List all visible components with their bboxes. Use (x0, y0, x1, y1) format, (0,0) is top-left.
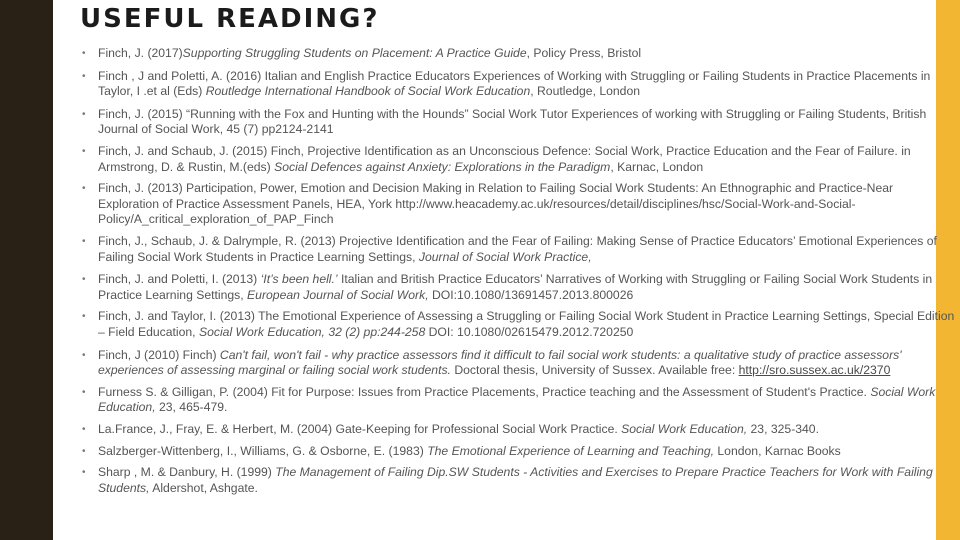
reference-item (80, 272, 956, 303)
reference-text: Finch, J., Schaub, J. & Dalrymple, R. (2013) Projective Identification and the Fear of Failing: Making Sense of Practice Educators’ Emotional Experiences of Failing Social Work Students in Practice Learning Settings, (98, 233, 937, 264)
reference-item (80, 309, 956, 340)
reference-text: Finch, J. and Taylor, I. (2013) The Emotional Experience of Assessing a Struggling or Failing Social Work Student in Practice Learning Settings, Special Edition – Field Education, (98, 309, 955, 339)
reference-text: Furness S. & Gilligan, P. (2004) Fit for Purpose: Issues from Practice Placements, Practice teaching and the Assessment of Student's Practice. (98, 384, 871, 399)
reference-item (80, 181, 956, 228)
reference-text: Finch, J. and Poletti, I. (2013) (98, 272, 261, 287)
reference-item (80, 69, 956, 100)
reference-italic-text: The Management of Failing Dip.SW Students - Activities and Exercises to Prepare Practice Teachers for Work with Failing Students, (98, 465, 933, 495)
reference-item (80, 465, 956, 496)
reference-italic-text: Supporting Struggling Students on Placement: A Practice Guide (182, 46, 527, 60)
reference-text: Finch, J. (2015) “Running with the Fox and Hunting with the Hounds” Social Work Tutor Experiences of working with Struggling or Failing Students, British Journal of Social Work, 45 (7) pp2124-2141 (98, 106, 927, 137)
reference-item (80, 348, 956, 379)
reference-item (80, 46, 956, 62)
reference-text: Finch, J (2010) Finch) (98, 347, 220, 362)
reference-text: Sharp , M. & Danbury, H. (1999) (98, 465, 276, 480)
reference-text: Italian and British Practice Educators’ Narratives of Working with Struggling or Failing Social Work Students in Practice Learning Settings, (98, 272, 933, 302)
reference-italic-text: Social Work Education, 32 (2) pp:244-258 (198, 324, 426, 339)
reference-text: , Karnac, London (610, 159, 704, 174)
reference-item (80, 234, 956, 265)
reference-text: DOI: 10.1080/02615479.2012.720250 (425, 324, 634, 339)
reference-text: Aldershot, Ashgate. (149, 480, 258, 495)
left-bar-edge (53, 0, 65, 540)
reference-text: La.France, J., Fray, E. & Herbert, M. (2004) Gate-Keeping for Professional Social Work Practice. (98, 421, 622, 436)
reference-text: London, Karnac Books (714, 444, 841, 459)
reference-item (80, 144, 956, 175)
reference-text: Doctoral thesis, University of Sussex. Available free: (450, 363, 739, 378)
reference-italic-text: The Emotional Experience of Learning and Teaching, (427, 444, 715, 459)
slide-title: USEFUL READING? (80, 4, 380, 34)
reference-italic-text: Journal of Social Work Practice, (418, 249, 592, 264)
reference-item (80, 444, 956, 460)
reference-text: Finch, J. (2013) Participation, Power, Emotion and Decision Making in Relation to Failing Social Work Students: An Ethnographic and Practice-Near Exploration of Practice Assessment Panels, HEA, York http://www.heacademy.ac.uk/resources/detail/disciplines/hsc/Social-Work-and-Social-Policy/A_critical_exploration_of_PAP_Finch (98, 181, 894, 227)
reference-link[interactable]: http://sro.sussex.ac.uk/2370 (738, 363, 891, 378)
reference-text: 23, 325-340. (747, 421, 819, 436)
reference-italic-text: European Journal of Social Work, (247, 287, 429, 302)
reference-text: Finch, J. (2017) (98, 46, 183, 60)
reference-text: Finch , J and Poletti, A. (2016) Italian and English Practice Educators Experiences of Working with Struggling or Failing Students in Practice Placements in Taylor, I .et al (Eds) (98, 68, 931, 99)
reference-italic-text: Can't fail, won't fail - why practice assessors find it difficult to fail social work students: a qualitative study of practice assessors' experiences of assessing marginal or failing social work students. (98, 347, 902, 378)
reference-italic-text: Social Work Education, (621, 421, 748, 436)
reference-list (80, 40, 956, 496)
reference-item (80, 107, 956, 138)
reference-item (80, 422, 956, 438)
reference-italic-text: Routledge International Handbook of Social Work Education (205, 84, 531, 99)
left-decorative-bar (0, 0, 53, 540)
reference-text: , Routledge, London (530, 84, 641, 99)
reference-text: Salzberger-Wittenberg, I., Williams, G. & Osborne, E. (1983) (98, 444, 428, 459)
reference-text: DOI:10.1080/13691457.2013.800026 (428, 287, 634, 302)
reference-italic-text: Social Work Education, (98, 384, 936, 415)
reference-text: Finch, J. and Schaub, J. (2015) Finch, Projective Identification as an Unconscious Defence: Social Work, Practice Education and the Fear of Failure. in Armstrong, D. & Rustin, M.(eds) (98, 143, 911, 174)
reference-text: 23, 465-479. (155, 400, 228, 415)
reference-italic-text: Social Defences against Anxiety: Explorations in the Paradigm (274, 159, 611, 174)
reference-italic-text: ‘It’s been hell.’ (260, 272, 338, 287)
reference-item (80, 385, 956, 416)
reference-text: , Policy Press, Bristol (526, 46, 642, 60)
